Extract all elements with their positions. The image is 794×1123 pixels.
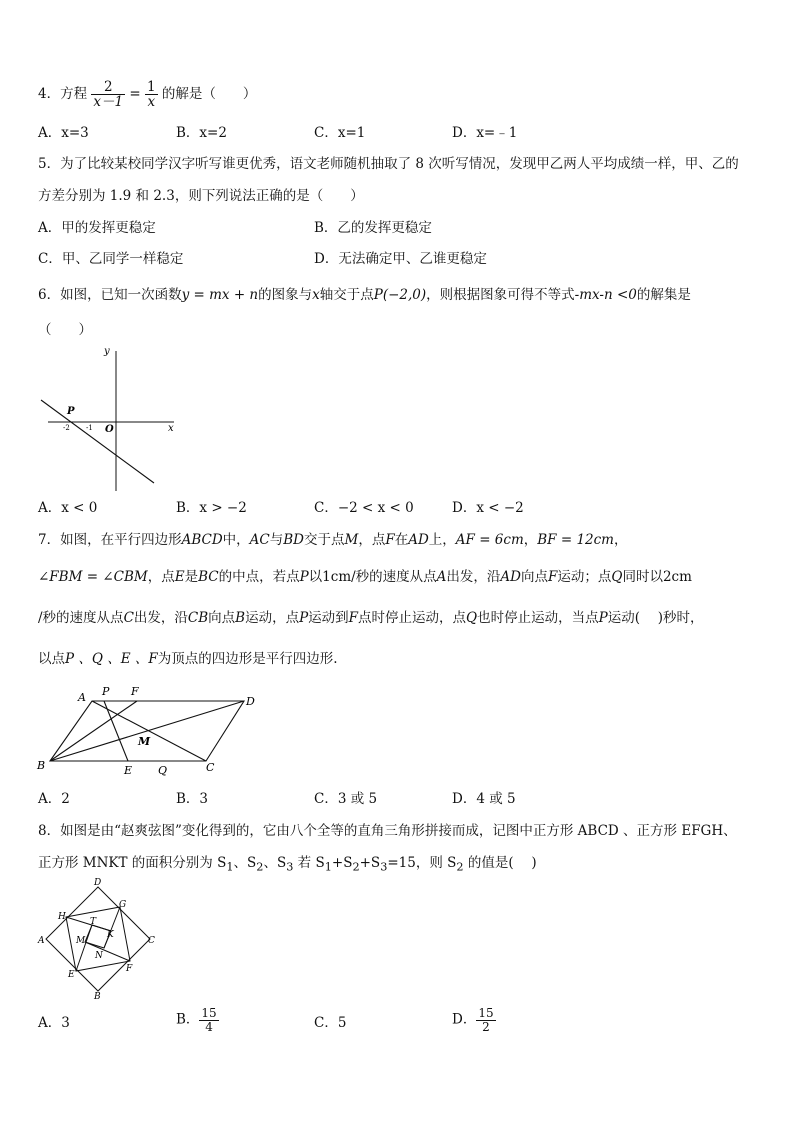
- q8-option-d-prefix: D．: [452, 1011, 477, 1028]
- q7-cb: CB: [187, 610, 209, 626]
- q8-option-b-num: 15: [201, 1006, 217, 1020]
- q7-line1: [38, 532, 628, 548]
- q6-tick-minus1: -1: [86, 424, 93, 432]
- q8-l2d: 若 S: [293, 855, 325, 871]
- q7-l3c: 向点: [208, 610, 236, 626]
- q5-option-c: C．甲、乙同学一样稳定: [38, 251, 184, 267]
- q8-option-b: [176, 1007, 219, 1033]
- q6-graph: [36, 345, 181, 495]
- q7-ad2: AD: [500, 569, 521, 585]
- q6-func: y = mx + n: [181, 287, 259, 303]
- q7-bc: BC: [198, 569, 219, 585]
- q8-label-a: A: [38, 936, 45, 946]
- q5-option-a: A．甲的发挥更稳定: [38, 220, 156, 236]
- q8-sub1: 1: [226, 860, 234, 874]
- q8-label-f: F: [126, 964, 133, 974]
- q7-l2d: 的中点，若点: [218, 569, 300, 585]
- q7-label-c: C: [206, 761, 215, 774]
- q5-option-d: D．无法确定甲、乙谁更稳定: [314, 251, 487, 267]
- q8-label-d: D: [94, 878, 102, 888]
- q6-option-a: A．x < 0: [38, 500, 98, 516]
- q7-l3a: /秒的速度从点: [38, 610, 124, 626]
- q4-suffix: 的解是（ ）: [161, 86, 257, 103]
- q7-l3h: 运动( )秒时，: [607, 610, 704, 626]
- q7-parallelogram-figure: [34, 683, 264, 778]
- q7-label-a: A: [78, 691, 86, 704]
- q7-l1e: ，点: [358, 532, 386, 548]
- q7-l4b: 为顶点的四边形是平行四边形.: [157, 651, 338, 667]
- q7-l1c: 与: [269, 532, 284, 548]
- q7-l2h: 运动；点: [557, 569, 612, 585]
- q7-line2: [38, 569, 692, 585]
- q7-e: E: [174, 569, 185, 585]
- q6-stem: [38, 287, 691, 303]
- q8-l2e: +S: [331, 855, 353, 871]
- q7-l1h: ，: [523, 532, 538, 548]
- q8-line-f: [85, 942, 130, 961]
- q8-label-g: G: [119, 900, 127, 910]
- q8-line1: 8．如图是由“赵爽弦图”变化得到的，它由八个全等的直角三角形拼接而成，记图中正方形 ABCD 、正方形 EFGH、: [38, 823, 737, 839]
- q8-l2c: 、S: [263, 855, 287, 871]
- q7-option-b: B．3: [176, 791, 209, 807]
- q6-option-c: C．−2 < x < 0: [314, 500, 414, 516]
- q7-af: AF = 6cm: [455, 532, 524, 548]
- q8-option-d-num: 15: [478, 1006, 494, 1020]
- q8-option-a: A．3: [38, 1015, 70, 1031]
- q8-zhaoshuang-figure: [34, 875, 164, 1005]
- q4-option-a: A．x=3: [38, 125, 89, 141]
- q8-sub2: 2: [256, 860, 264, 874]
- q7-f3: F: [348, 610, 359, 626]
- q7-l2c: 是: [184, 569, 199, 585]
- q7-l3g: 也时停止运动，当点: [477, 610, 599, 626]
- q6-point: P(−2,0): [373, 287, 427, 303]
- q6-text-b: 的图象与: [258, 287, 313, 303]
- q7-option-c: C．3 或 5: [314, 791, 378, 807]
- q8-sub7: 2: [456, 860, 464, 874]
- q6-text-d: ，则根据图象可得不等式: [426, 287, 575, 303]
- q8-line-h: [66, 917, 111, 931]
- q8-option-b-den: 4: [199, 1020, 218, 1034]
- q8-label-b: B: [94, 992, 101, 1002]
- q7-l1g: 上，: [428, 532, 456, 548]
- q6-origin-label: O: [105, 424, 114, 435]
- q8-label-c: C: [148, 936, 155, 946]
- q7-label-d: D: [246, 695, 255, 708]
- q7-label-m: M: [138, 735, 151, 748]
- q7-m: M: [344, 532, 359, 548]
- q8-sub4: 1: [324, 860, 332, 874]
- q7-diagonal-ac: [92, 701, 206, 761]
- q8-option-b-prefix: B．: [176, 1011, 200, 1028]
- q8-option-b-fraction: [199, 1007, 218, 1033]
- q7-l2f: 出发，沿: [446, 569, 501, 585]
- q6-tick-minus2: -2: [63, 424, 70, 432]
- q8-label-k: K: [107, 930, 114, 940]
- q6-option-d: D．x < −2: [452, 500, 524, 516]
- q5-line2: 方差分别为 1.9 和 2.3，则下列说法正确的是（ ）: [38, 188, 364, 204]
- q7-label-e: E: [124, 764, 133, 777]
- q4-stem: [38, 80, 256, 109]
- q8-l2g: =15，则 S: [387, 855, 457, 871]
- q7-c: C: [123, 610, 134, 626]
- q6-option-b: B．x > −2: [176, 500, 247, 516]
- q6-x-label: x: [168, 423, 174, 434]
- q8-l2a: 正方形 MNKT 的面积分别为 S: [38, 855, 227, 871]
- q8-option-d: [452, 1007, 496, 1033]
- q8-l2f: +S: [359, 855, 381, 871]
- q7-q: Q: [611, 569, 623, 585]
- q8-label-e: E: [68, 970, 75, 980]
- q8-option-d-den: 2: [476, 1020, 495, 1034]
- q7-points: P 、Q 、E 、F: [65, 651, 158, 667]
- q7-l1d: 交于点: [304, 532, 345, 548]
- q4-lhs-den: x－1: [93, 94, 124, 111]
- q6-text-c: 轴交于点: [319, 287, 374, 303]
- q7-label-f: F: [131, 685, 139, 698]
- q6-y-label: y: [104, 346, 110, 357]
- q7-diagonal-bd: [50, 701, 244, 761]
- q8-l2h: 的值是( ): [463, 855, 537, 871]
- q7-l2b: ，点: [147, 569, 175, 585]
- q8-l2b: 、S: [233, 855, 257, 871]
- q7-abcd: ABCD: [181, 532, 223, 548]
- q8-label-n: N: [95, 951, 103, 961]
- q7-b: B: [235, 610, 246, 626]
- q7-option-d: D．4 或 5: [452, 791, 516, 807]
- q7-l1b: 中，: [222, 532, 250, 548]
- q7-l3e: 运动到: [308, 610, 349, 626]
- q7-label-b: B: [37, 759, 46, 772]
- q7-l2g: 向点: [521, 569, 548, 585]
- q7-l1f: 在: [394, 532, 409, 548]
- q7-f2: F: [548, 569, 558, 585]
- q7-angle: ∠FBM = ∠CBM: [38, 569, 148, 585]
- q8-line-g: [104, 907, 120, 948]
- q7-p3: P: [598, 610, 608, 626]
- q8-square-abcd: [46, 887, 150, 991]
- q4-option-b: B．x=2: [176, 125, 227, 141]
- q7-line4: [38, 651, 338, 667]
- q4-option-d: D．x=﹣1: [452, 125, 518, 141]
- q7-l1i: ，: [614, 532, 628, 548]
- q6-axis-x: x: [312, 287, 320, 303]
- q7-l1a: 7．如图，在平行四边形: [38, 532, 182, 548]
- q7-q2: Q: [466, 610, 478, 626]
- q8-option-c: C．5: [314, 1015, 347, 1031]
- q7-option-a: A．2: [38, 791, 70, 807]
- q6-text-e: 的解集是: [636, 287, 691, 303]
- q7-ad: AD: [408, 532, 429, 548]
- q8-sub5: 2: [352, 860, 360, 874]
- q4-lhs-fraction: [91, 80, 125, 109]
- q7-l4a: 以点: [38, 651, 65, 667]
- q4-eq: =: [129, 86, 141, 103]
- q7-ac: AC: [249, 532, 270, 548]
- q4-prefix: 4．方程: [38, 86, 88, 103]
- q8-sub6: 3: [380, 860, 388, 874]
- q8-sub3: 3: [286, 860, 294, 874]
- q7-p2: P: [299, 610, 309, 626]
- q4-rhs-den: x: [145, 94, 158, 109]
- q7-l2i: 同时以2cm: [622, 569, 692, 585]
- q8-option-d-fraction: [476, 1007, 495, 1033]
- q6-function-line: [41, 400, 154, 483]
- q7-label-q: Q: [158, 764, 168, 777]
- q7-line3: [38, 610, 704, 626]
- q5-line1: 5．为了比较某校同学汉字听写谁更优秀，语文老师随机抽取了 8 次听写情况，发现甲乙两人平均成绩一样，甲、乙的: [38, 156, 739, 172]
- q7-label-p: P: [102, 685, 110, 698]
- q7-bd: BD: [283, 532, 305, 548]
- q7-l3f: 点时停止运动，点: [358, 610, 467, 626]
- q6-ineq: -mx-n <0: [574, 287, 637, 303]
- q8-label-t: T: [90, 917, 97, 927]
- q7-bf: BF = 12cm: [537, 532, 614, 548]
- q6-paren: （ ）: [38, 322, 92, 338]
- q7-f: F: [385, 532, 395, 548]
- q8-line-e: [76, 925, 92, 971]
- q8-label-m: M: [76, 936, 86, 946]
- q4-rhs-num: 1: [147, 79, 156, 95]
- q7-l2e: 以1cm/秒的速度从点: [308, 569, 437, 585]
- q7-l3b: 出发，沿: [133, 610, 188, 626]
- q6-p-label: P: [67, 406, 75, 417]
- q7-l3d: 运动，点: [245, 610, 300, 626]
- q8-label-h: H: [58, 912, 66, 922]
- q7-a: A: [436, 569, 447, 585]
- q8-line2: [38, 855, 537, 874]
- q5-option-b: B．乙的发挥更稳定: [314, 220, 432, 236]
- q7-p: P: [299, 569, 309, 585]
- q4-option-c: C．x=1: [314, 125, 366, 141]
- q6-text-a: 6．如图，已知一次函数: [38, 287, 182, 303]
- q4-lhs-num: 2: [103, 79, 113, 95]
- q4-rhs-fraction: [145, 80, 158, 109]
